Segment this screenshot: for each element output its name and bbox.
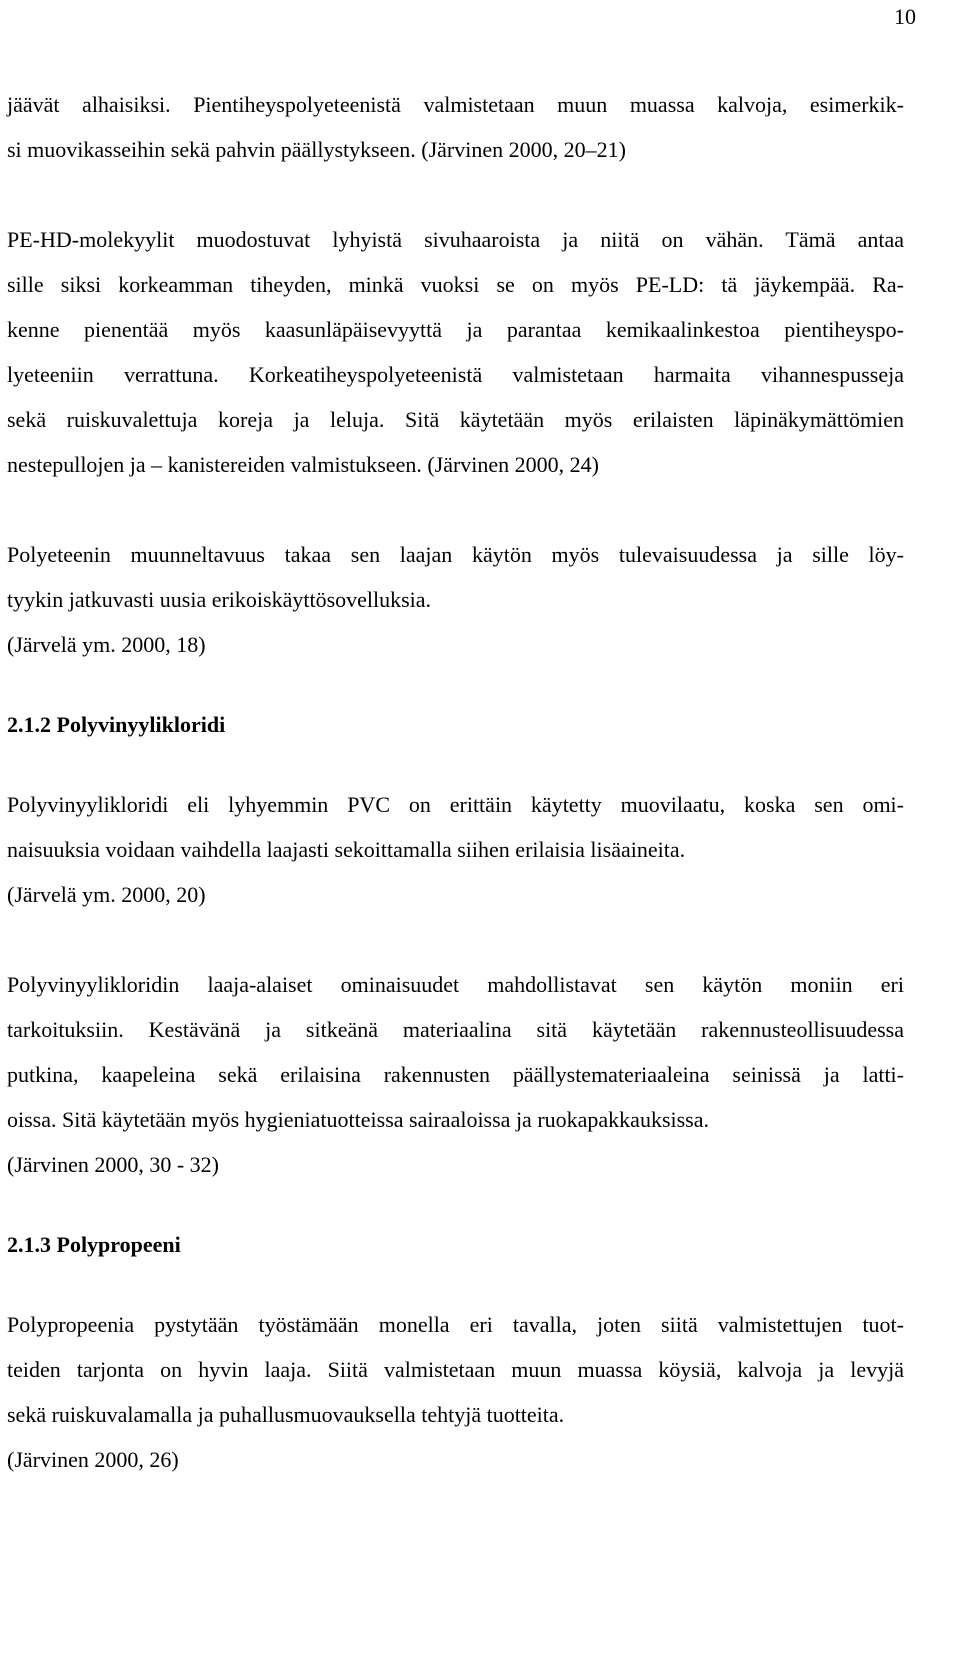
citation: (Järvelä ym. 2000, 18) <box>7 632 206 657</box>
paragraph-pvc-uses <box>7 962 904 1187</box>
text-line: Polyvinyylikloridin laaja-alaiset ominaisuudet mahdollistavat sen käytön moniin eri <box>7 972 904 997</box>
paragraph-polypropeeni <box>7 1302 904 1482</box>
text-line: Polyvinyylikloridi eli lyhyemmin PVC on erittäin käytetty muovilaatu, koska sen omi- <box>7 792 904 817</box>
paragraph-pientiheys-uses <box>7 82 904 172</box>
text-line: si muovikasseihin sekä pahvin päällystykseen. (Järvinen 2000, 20–21) <box>7 137 626 162</box>
text-line: tyykin jatkuvasti uusia erikoiskäyttösovelluksia. <box>7 587 432 612</box>
text-line: tarkoituksiin. Kestävänä ja sitkeänä materiaalina sitä käytetään rakennusteollisuudessa <box>7 1017 904 1042</box>
text-line: sekä ruiskuvalamalla ja puhallusmuovauksella tehtyjä tuotteita. <box>7 1402 565 1427</box>
page-number: 10 <box>894 4 916 29</box>
text-line: PE-HD-molekyylit muodostuvat lyhyistä sivuhaaroista ja niitä on vähän. Tämä antaa <box>7 227 904 252</box>
text-line: oissa. Sitä käytetään myös hygieniatuotteissa sairaaloissa ja ruokapakkauksissa. <box>7 1107 710 1132</box>
text-line: sille siksi korkeamman tiheyden, minkä vuoksi se on myös PE-LD: tä jäykempää. Ra- <box>7 272 904 297</box>
paragraph-pe-hd <box>7 217 904 487</box>
text-line: nestepullojen ja – kanistereiden valmistukseen. (Järvinen 2000, 24) <box>7 452 600 477</box>
text-line: putkina, kaapeleina sekä erilaisina rakennusten päällystemateriaaleina seinissä ja latti- <box>7 1062 904 1087</box>
text-line: teiden tarjonta on hyvin laaja. Siitä valmistetaan muun muassa köysiä, kalvoja ja levyjä <box>7 1357 904 1382</box>
text-line: jäävät alhaisiksi. Pientiheyspolyeteenistä valmistetaan muun muassa kalvoja, esimerkik- <box>7 92 904 117</box>
text-line: naisuuksia voidaan vaihdella laajasti sekoittamalla siihen erilaisia lisäaineita. <box>7 837 686 862</box>
text-line: Polyeteenin muunneltavuus takaa sen laajan käytön myös tulevaisuudessa ja sille löy- <box>7 542 904 567</box>
text-line: sekä ruiskuvalettuja koreja ja leluja. Sitä käytetään myös erilaisten läpinäkymättömien <box>7 407 904 432</box>
citation: (Järvelä ym. 2000, 20) <box>7 882 206 907</box>
citation: (Järvinen 2000, 30 - 32) <box>7 1152 220 1177</box>
section-heading-polyvinyylikloridi: 2.1.2 Polyvinyylikloridi <box>7 712 226 737</box>
citation: (Järvinen 2000, 26) <box>7 1447 179 1472</box>
paragraph-pvc-intro <box>7 782 904 917</box>
text-line: Polypropeenia pystytään työstämään monella eri tavalla, joten siitä valmistettujen tuot- <box>7 1312 904 1337</box>
paragraph-polyeteeni-future <box>7 532 904 667</box>
document-body <box>7 82 904 1482</box>
text-line: lyeteeniin verrattuna. Korkeatiheyspolyeteenistä valmistetaan harmaita vihannespusseja <box>7 362 904 387</box>
section-heading-polypropeeni: 2.1.3 Polypropeeni <box>7 1232 181 1257</box>
text-line: kenne pienentää myös kaasunläpäisevyyttä ja parantaa kemikaalinkestoa pientiheyspo- <box>7 317 904 342</box>
